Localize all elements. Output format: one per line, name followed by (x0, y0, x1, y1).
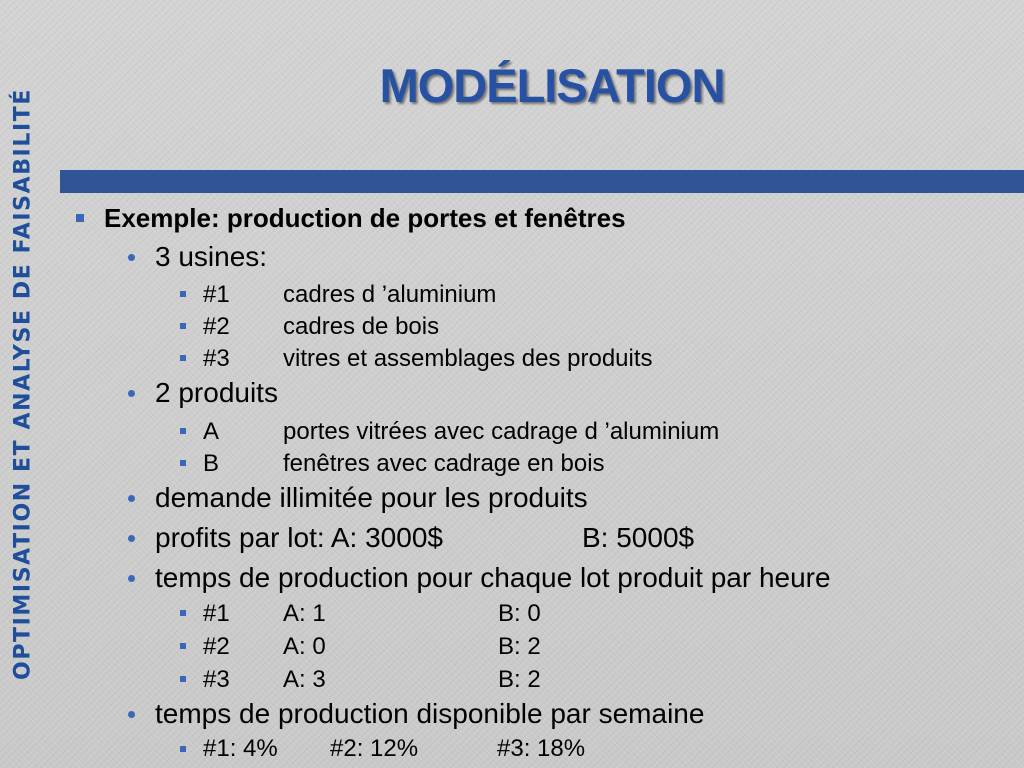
usine-3-bullet-icon (180, 355, 186, 361)
course-side-title: OPTIMISATION ET ANALYSE DE FAISABILITÉ (10, 88, 36, 680)
temps-row-3-bullet-icon (180, 676, 186, 682)
temps-row-1-id: #1 (203, 600, 230, 627)
temps-row-2-b: B: 2 (498, 633, 541, 660)
title-underline-bar (60, 170, 1024, 193)
produit-b-bullet-icon (180, 460, 186, 466)
temps-dispo-value-2: #2: 12% (330, 735, 419, 762)
profits-bullet-icon (128, 535, 135, 542)
usines-bullet-icon (128, 254, 135, 261)
temps-lot-label: temps de production pour chaque lot produit par heure (155, 562, 831, 593)
usine-2-desc: cadres de bois (283, 313, 440, 340)
produit-a-bullet-icon (180, 428, 186, 434)
usine-1-id: #1 (203, 281, 230, 308)
temps-dispo-value-3: #3: 18% (497, 735, 586, 762)
demande-text: demande illimitée pour les produits (155, 482, 588, 513)
usine-2-id: #2 (203, 313, 230, 340)
usine-3-id: #3 (203, 345, 230, 372)
produit-b-id: B (203, 450, 220, 477)
temps-row-2-a: A: 0 (283, 633, 326, 660)
produit-b-desc: fenêtres avec cadrage en bois (283, 450, 605, 477)
temps-row-3-id: #3 (203, 666, 230, 693)
temps-row-1-b: B: 0 (498, 600, 541, 627)
temps-dispo-value-1: #1: 4% (203, 735, 278, 762)
usine-2-bullet-icon (180, 323, 186, 329)
produits-bullet-icon (128, 390, 135, 397)
heading-bullet-icon (76, 214, 84, 222)
produit-a-desc: portes vitrées avec cadrage d ’aluminium (283, 418, 720, 445)
temps-dispo-bullet-icon-2 (180, 746, 186, 752)
usines-label: 3 usines: (155, 241, 268, 272)
side-title-area (0, 0, 46, 768)
temps-lot-bullet-icon (128, 575, 135, 582)
temps-row-1-bullet-icon (180, 610, 186, 616)
temps-dispo-label: temps de production disponible par semaine (155, 698, 705, 729)
temps-row-1-a: A: 1 (283, 600, 326, 627)
usine-1-bullet-icon (180, 291, 186, 297)
produits-label: 2 produits (155, 377, 278, 408)
profits-b-value: B: 5000$ (582, 522, 695, 553)
example-heading: Exemple: production de portes et fenêtres (104, 203, 626, 233)
slide-title: MODÉLISATION (379, 59, 725, 112)
temps-row-3-a: A: 3 (283, 666, 326, 693)
temps-row-2-id: #2 (203, 633, 230, 660)
usine-1-desc: cadres d ’aluminium (283, 281, 497, 308)
produit-a-id: A (203, 418, 220, 445)
temps-dispo-bullet-icon (128, 711, 135, 718)
profits-label: profits par lot: A: 3000$ (155, 522, 443, 553)
demande-bullet-icon (128, 495, 135, 502)
temps-row-3-b: B: 2 (498, 666, 541, 693)
temps-row-2-bullet-icon (180, 643, 186, 649)
usine-3-desc: vitres et assemblages des produits (283, 345, 653, 372)
